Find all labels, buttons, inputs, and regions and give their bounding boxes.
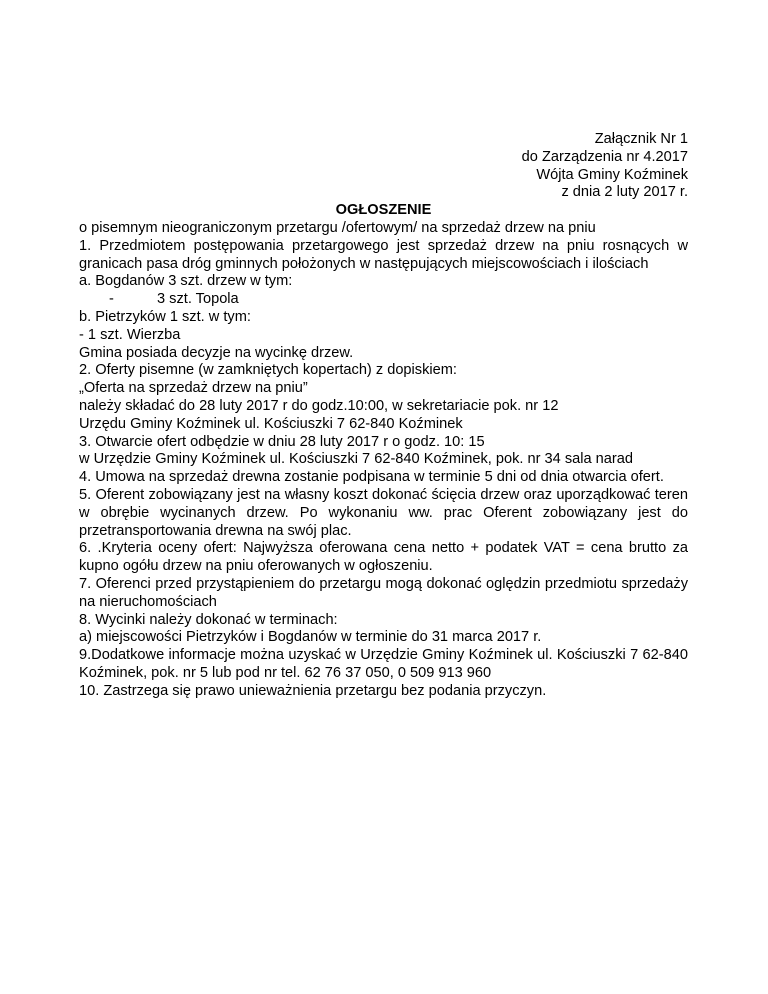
header-line-1: Załącznik Nr 1 xyxy=(594,131,688,147)
document-page xyxy=(79,131,688,701)
decision-text: Gmina posiada decyzje na wycinkę drzew. xyxy=(79,344,354,361)
header-line-3: Wójta Gminy Koźminek xyxy=(536,166,688,183)
list-dash: - xyxy=(109,291,114,308)
paragraph-4: 4. Umowa na sprzedaż drewna zostanie podpisana w terminie 5 dni od dnia otwarcia ofert. xyxy=(79,469,664,486)
location-a-item xyxy=(79,291,688,309)
header-line-4: z dnia 2 luty 2017 r. xyxy=(561,184,688,201)
attachment-header xyxy=(79,131,688,202)
paragraph-3-line-1: 3. Otwarcie ofert odbędzie w dniu 28 luty 2017 r o godz. 10: 15 xyxy=(79,433,485,450)
paragraph-3-line-2: w Urzędzie Gminy Koźminek ul. Kościuszki 7 62-840 Koźminek, pok. nr 34 sala narad xyxy=(79,451,633,468)
paragraph-9: 9.Dodatkowe informacje można uzyskać w Urzędzie Gminy Koźminek ul. Kościuszki 7 62-840 Koźminek, pok. nr 5 lub pod nr tel. 62 76 37 050, 0 509 913 960 xyxy=(79,647,688,681)
paragraph-2-line-4: Urzędu Gminy Koźminek ul. Kościuszki 7 62-840 Koźminek xyxy=(79,415,463,432)
paragraph-1: 1. Przedmiotem postępowania przetargowego jest sprzedaż drzew na pniu rosnących w granicach pasa dróg gminnych położonych w następujących miejscowościach i ilościach xyxy=(79,237,688,272)
location-b: b. Pietrzyków 1 szt. w tym: xyxy=(79,308,251,325)
paragraph-2-line-1: 2. Oferty pisemne (w zamkniętych kopertach) z dopiskiem: xyxy=(79,362,457,379)
paragraph-10: 10. Zastrzega się prawo unieważnienia przetargu bez podania przyczyn. xyxy=(79,682,547,699)
paragraph-7: 7. Oferenci przed przystąpieniem do przetargu mogą dokonać oględzin przedmiotu sprzedaży na nieruchomościach xyxy=(79,575,688,610)
paragraph-2-line-3: należy składać do 28 luty 2017 r do godz.10:00, w sekretariacie pok. nr 12 xyxy=(79,397,559,414)
paragraph-2-line-2: „Oferta na sprzedaż drzew na pniu” xyxy=(79,380,308,397)
location-a-item-text: 3 szt. Topola xyxy=(157,291,239,308)
paragraph-6: 6. .Kryteria oceny ofert: Najwyższa oferowana cena netto + podatek VAT = cena brutto za kupno ogółu drzew na pniu oferowanych w ogłoszeniu. xyxy=(79,540,688,575)
location-b-item: - 1 szt. Wierzba xyxy=(79,326,181,343)
location-a: a. Bogdanów 3 szt. drzew w tym: xyxy=(79,273,293,290)
header-line-2: do Zarządzenia nr 4.2017 xyxy=(521,148,688,165)
paragraph-8-line-1: 8. Wycinki należy dokonać w terminach: xyxy=(79,611,338,628)
intro-text: o pisemnym nieograniczonym przetargu /ofertowym/ na sprzedaż drzew na pniu xyxy=(79,219,596,236)
document-title: OGŁOSZENIE xyxy=(335,202,432,219)
paragraph-8-line-2: a) miejscowości Pietrzyków i Bogdanów w terminie do 31 marca 2017 r. xyxy=(79,629,542,646)
paragraph-5: 5. Oferent zobowiązany jest na własny koszt dokonać ścięcia drzew oraz uporządkować teren w obrębie wycinanych drzew. Po wykonaniu ww. prac Oferent zobowiązany jest do przetransportowania drewna na swój plac. xyxy=(79,486,688,539)
